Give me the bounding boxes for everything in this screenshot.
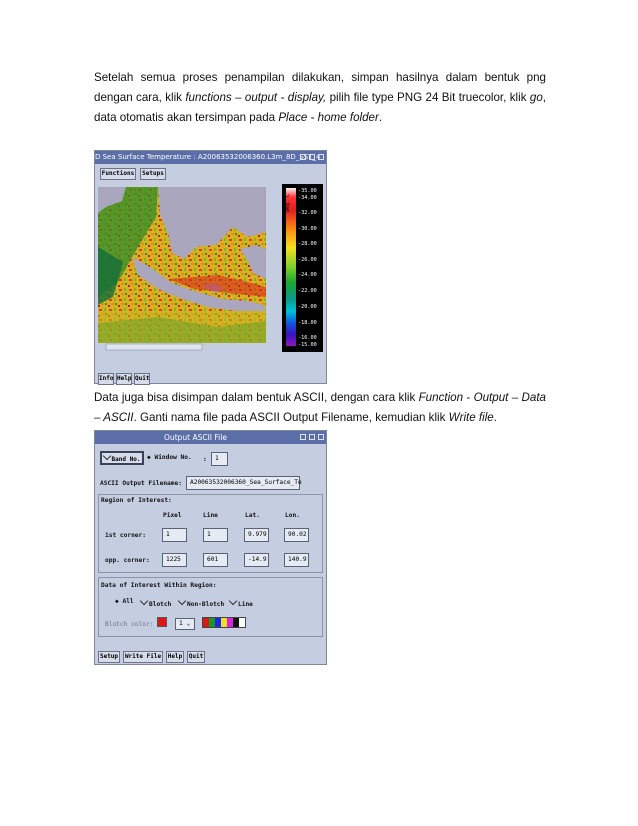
setup-button[interactable]: Setup <box>98 651 120 663</box>
italic-text: Write file <box>448 411 494 424</box>
maximize-icon[interactable] <box>309 154 315 160</box>
colorbar-tick-label: -34.00 <box>298 195 317 201</box>
data-of-interest-group <box>98 577 323 637</box>
colon-label: : <box>203 456 207 463</box>
window-no-field[interactable]: 1 <box>211 452 228 466</box>
colorbar-tick-label: -28.00 <box>298 241 317 247</box>
close-icon[interactable] <box>318 434 324 440</box>
close-icon[interactable] <box>318 154 324 160</box>
window-no-label: Window No. <box>154 454 192 461</box>
colorbar-tick-label: -20.00 <box>298 304 317 310</box>
ascii-title-bar <box>95 431 326 444</box>
text: , <box>542 91 547 104</box>
sst-title-bar <box>95 151 326 164</box>
opp-corner-lon-field[interactable]: 140.9 <box>284 553 309 567</box>
colorbar-unit: Deg. C <box>285 194 291 213</box>
quit-button[interactable]: Quit <box>187 651 205 663</box>
blotch-color-label: Blotch color: <box>105 621 154 628</box>
doi-title: Data of Interest Within Region: <box>101 582 217 589</box>
text: . <box>493 411 497 424</box>
color-palette[interactable] <box>202 617 246 628</box>
col-header-lon: Lon. <box>285 512 300 519</box>
colorbar-tick-label: -22.00 <box>298 288 317 294</box>
colorbar-panel <box>282 184 323 352</box>
option-line[interactable] <box>230 598 253 608</box>
palette-swatch[interactable] <box>239 618 245 627</box>
italic-text: Place - home folder <box>278 111 379 124</box>
option-line-label: Line <box>238 601 253 608</box>
para2-line1 <box>94 388 546 408</box>
check-icon <box>229 597 237 605</box>
check-icon <box>140 597 148 605</box>
text: - <box>463 391 474 404</box>
colorbar-tick-label: -30.00 <box>298 226 317 232</box>
opp-corner-lat-field[interactable]: -14.9 <box>244 553 269 567</box>
opp-corner-label: opp. corner: <box>105 557 150 564</box>
minimize-icon[interactable] <box>300 154 306 160</box>
col-header-lat: Lat. <box>245 512 260 519</box>
check-icon <box>178 597 186 605</box>
first-corner-label: 1st corner: <box>105 532 146 539</box>
band-no-button[interactable] <box>100 451 144 465</box>
colorbar-ticks <box>298 184 323 352</box>
sea-surface-temperature-map[interactable] <box>98 187 266 351</box>
first-corner-lat-field[interactable]: 9.979 <box>244 528 269 542</box>
colorbar-tick-label: -26.00 <box>298 257 317 263</box>
colorbar-tick-label: -35.00 <box>298 188 317 194</box>
text: Data juga bisa disimpan dalam bentuk ASCII, dengan cara klik <box>94 391 419 404</box>
text: data otomatis akan tersimpan pada <box>94 111 279 124</box>
opp-corner-line-field[interactable]: 601 <box>203 553 228 567</box>
para1-line2 <box>94 88 546 108</box>
italic-text: Output – Data <box>473 391 546 404</box>
blotch-color-select[interactable] <box>175 618 195 630</box>
sst-window-title: D Sea Surface Temperature : A20063532006360.L3m_8D_SST_4 <box>95 153 321 161</box>
ascii-window-title: Output ASCII File <box>164 433 227 442</box>
chevron-down-icon: ⌄ <box>186 620 191 627</box>
ascii-filename-label: ASCII Output Filename: <box>100 480 182 487</box>
italic-text: Function <box>418 391 464 404</box>
option-non-blotch-label: Non-Blotch <box>187 601 225 608</box>
first-corner-line-field[interactable]: 1 <box>203 528 228 542</box>
col-header-line: Line <box>203 512 218 519</box>
colorbar-tick-label: -32.00 <box>298 210 317 216</box>
option-non-blotch[interactable] <box>179 598 224 608</box>
first-corner-lon-field[interactable]: 90.02 <box>284 528 309 542</box>
colorbar-tick-label: -15.00 <box>298 342 317 348</box>
para1-line1: Setelah semua proses penampilan dilakukan, simpan hasilnya dalam bentuk png <box>94 71 546 84</box>
option-all-label: All <box>122 598 134 605</box>
info-button[interactable]: Info <box>98 373 114 385</box>
first-corner-pixel-field[interactable]: 1 <box>162 528 187 542</box>
colorbar-tick-label: -18.00 <box>298 320 317 326</box>
quit-button[interactable]: Quit <box>134 373 150 385</box>
minimize-icon[interactable] <box>300 434 306 440</box>
help-button[interactable]: Help <box>116 373 132 385</box>
para1-line3 <box>94 108 546 128</box>
maximize-icon[interactable] <box>309 434 315 440</box>
help-button[interactable]: Help <box>166 651 184 663</box>
radio-icon: ◆ <box>115 598 119 605</box>
italic-text: functions – output - display, <box>185 91 327 104</box>
output-ascii-window <box>94 430 327 665</box>
write-file-button[interactable]: Write File <box>123 651 163 663</box>
para2-line2 <box>94 408 546 428</box>
setups-button[interactable]: Setups <box>140 168 166 180</box>
functions-button[interactable]: Functions <box>100 168 136 180</box>
text: . Ganti nama file pada ASCII Output Filename, kemudian klik <box>133 411 449 424</box>
option-blotch-label: Blotch <box>149 601 172 608</box>
roi-title: Region of Interest: <box>101 497 172 504</box>
band-no-label: Band No. <box>111 456 141 463</box>
text: . <box>378 111 383 124</box>
region-of-interest-group <box>98 494 323 573</box>
blotch-color-value: 1 <box>179 620 183 627</box>
blotch-color-swatch <box>157 617 167 627</box>
option-all[interactable] <box>115 598 134 605</box>
check-icon <box>102 452 110 460</box>
radio-icon: ◆ <box>147 454 151 461</box>
option-blotch[interactable] <box>141 598 171 608</box>
text: pilih file type PNG 24 Bit truecolor, klik <box>326 91 530 104</box>
col-header-pixel: Pixel <box>163 512 182 519</box>
colorbar-tick-label: -16.00 <box>298 335 317 341</box>
text: dengan cara, klik <box>94 91 186 104</box>
paragraph-2 <box>94 388 546 428</box>
opp-corner-pixel-field[interactable]: 1225 <box>162 553 187 567</box>
sst-window <box>94 150 327 384</box>
window-no-option[interactable] <box>147 454 192 461</box>
paragraph-1 <box>94 68 546 128</box>
italic-text: go <box>529 91 543 104</box>
ascii-filename-field[interactable]: A20063532006360_Sea_Surface_Te <box>186 476 300 490</box>
italic-text: – ASCII <box>94 411 134 424</box>
colorbar-tick-label: -24.00 <box>298 272 317 278</box>
